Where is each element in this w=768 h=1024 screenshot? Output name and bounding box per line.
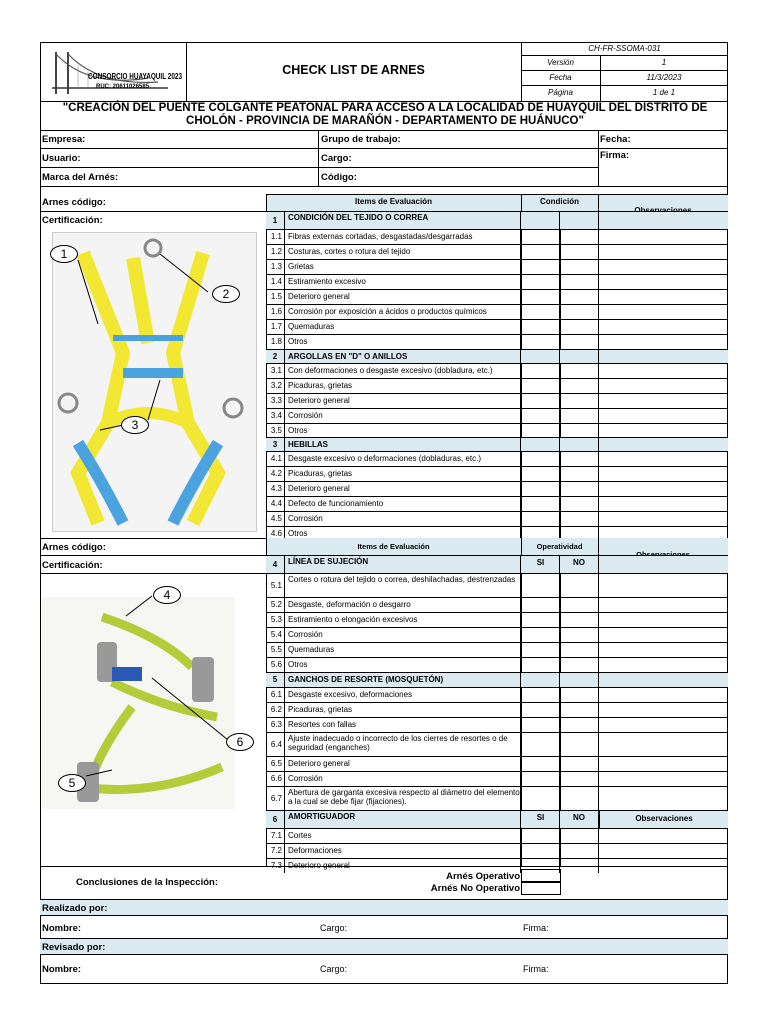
no-cell[interactable] xyxy=(560,230,599,244)
item-number: 5.3 xyxy=(266,613,285,627)
checklist-row xyxy=(266,378,728,393)
form-code: CH-FR-SSOMA-031 xyxy=(588,44,661,53)
no-cell[interactable] xyxy=(560,757,599,771)
item-number: 4.3 xyxy=(266,482,285,496)
checklist-row xyxy=(266,244,728,259)
item-text: Grietas xyxy=(286,260,521,274)
si-cell[interactable] xyxy=(522,688,560,702)
no-cell[interactable] xyxy=(560,613,599,627)
arnes-no-operativo-label: Arnés No Operativo xyxy=(430,883,520,894)
nombre-label-2: Nombre: xyxy=(42,964,82,975)
item-text: Deterioro general xyxy=(286,482,521,496)
no-cell[interactable] xyxy=(560,394,599,408)
project-title: "CREACIÓN DEL PUENTE COLGANTE PEATONAL PARA ACCESO A LA LOCALIDAD DE HUAYQUIL DEL DISTRITO DE CHOLÓN - PROVINCIA DE MARAÑÓN - DEPARTAMENTO DE HUÁNUCO" xyxy=(62,102,708,127)
observaciones-cell[interactable] xyxy=(599,772,728,786)
checklist-row xyxy=(266,732,728,756)
arnes-operativo-label: Arnés Operativo xyxy=(446,871,520,882)
item-number: 1.4 xyxy=(266,275,285,289)
realizado-label: Realizado por: xyxy=(42,903,108,914)
observaciones-cell[interactable] xyxy=(599,212,728,229)
harness-leader-lines xyxy=(40,232,266,532)
no-cell[interactable]: NO xyxy=(560,811,599,828)
company-ruc: RUC: 20611026585 xyxy=(96,84,150,90)
si-cell[interactable] xyxy=(522,673,560,687)
certificacion-b: Certificación: xyxy=(42,560,103,571)
pagina-value: 1 de 1 xyxy=(652,88,676,97)
checklist-row xyxy=(266,786,728,810)
checklist-row xyxy=(266,304,728,319)
item-text: Deformaciones xyxy=(286,844,521,858)
observaciones-cell[interactable] xyxy=(599,658,728,672)
si-cell[interactable] xyxy=(522,757,560,771)
observaciones-cell[interactable] xyxy=(599,628,728,642)
fecha-label: Fecha xyxy=(549,73,572,82)
no-cell[interactable] xyxy=(560,512,599,526)
checklist-row xyxy=(266,511,728,526)
item-text: Abertura de garganta excesiva respecto al diámetro del elemento a la cual se debe fijar (fijaciones). xyxy=(286,787,521,810)
si-cell[interactable]: SI xyxy=(522,556,560,573)
item-number: 4.4 xyxy=(266,497,285,511)
si-cell[interactable]: SI xyxy=(522,811,560,828)
item-number: 1 xyxy=(266,212,285,229)
si-cell[interactable] xyxy=(522,409,560,423)
checklist-row xyxy=(266,717,728,732)
item-text: AMORTIGUADOR xyxy=(286,811,521,828)
observaciones-cell[interactable] xyxy=(599,703,728,717)
checklist-row xyxy=(266,627,728,642)
item-text: Otros xyxy=(286,658,521,672)
items-header-b: Items de Evaluación xyxy=(357,542,430,551)
item-text: Otros xyxy=(286,424,521,437)
observaciones-cell[interactable] xyxy=(599,556,728,573)
observaciones-cell[interactable] xyxy=(599,364,728,378)
item-number: 5.4 xyxy=(266,628,285,642)
item-number: 1.7 xyxy=(266,320,285,334)
no-cell[interactable] xyxy=(560,673,599,687)
observaciones-cell[interactable] xyxy=(599,452,728,466)
no-cell[interactable] xyxy=(560,212,599,229)
observaciones-cell[interactable] xyxy=(599,787,728,810)
checklist-row xyxy=(266,771,728,786)
version-value: 1 xyxy=(661,58,667,67)
item-number: 3.2 xyxy=(266,379,285,393)
si-cell[interactable] xyxy=(522,467,560,481)
si-cell[interactable] xyxy=(522,718,560,732)
callout-4: 4 xyxy=(153,586,181,604)
observaciones-cell[interactable] xyxy=(599,424,728,437)
cargo-label-1: Cargo: xyxy=(320,923,348,933)
grupo-label: Grupo de trabajo: xyxy=(321,134,401,145)
si-cell[interactable] xyxy=(522,290,560,304)
nombre-label-1: Nombre: xyxy=(42,923,82,934)
item-text: Corrosión por exposición a ácidos o productos químicos xyxy=(286,305,521,319)
checklist-row xyxy=(266,229,728,244)
item-number: 6.5 xyxy=(266,757,285,771)
item-number: 4.5 xyxy=(266,512,285,526)
item-number: 2 xyxy=(266,350,285,363)
checklist-row xyxy=(266,451,728,466)
no-cell[interactable] xyxy=(560,467,599,481)
item-text: Con deformaciones o desgaste excesivo (dobladura, etc.) xyxy=(286,364,521,378)
item-number: 5 xyxy=(266,673,285,687)
observaciones-cell[interactable] xyxy=(599,643,728,657)
si-cell[interactable] xyxy=(522,733,560,756)
no-cell[interactable] xyxy=(560,260,599,274)
item-number: 4 xyxy=(266,556,285,573)
items-header-a: Items de Evaluación xyxy=(355,197,432,206)
checklist-row xyxy=(266,687,728,702)
item-text: Quemaduras xyxy=(286,643,521,657)
conclusiones-label: Conclusiones de la Inspección: xyxy=(76,877,219,888)
checklist-row xyxy=(266,466,728,481)
item-number: 6.2 xyxy=(266,703,285,717)
checklist-row xyxy=(266,334,728,349)
item-number: 5.1 xyxy=(266,574,285,597)
callout-6: 6 xyxy=(226,733,254,751)
item-text: ARGOLLAS EN "D" O ANILLOS xyxy=(286,350,521,363)
empresa-label: Empresa: xyxy=(42,134,86,145)
cargo-label: Cargo: xyxy=(321,153,352,164)
si-cell[interactable] xyxy=(522,394,560,408)
item-number: 1.8 xyxy=(266,335,285,349)
observaciones-cell[interactable] xyxy=(599,757,728,771)
item-number: 6.3 xyxy=(266,718,285,732)
observaciones-cell[interactable] xyxy=(599,245,728,259)
observaciones-cell[interactable] xyxy=(599,467,728,481)
item-text: GANCHOS DE RESORTE (MOSQUETÓN) xyxy=(286,673,521,687)
checklist-row xyxy=(266,363,728,378)
checklist-row xyxy=(266,573,728,597)
item-text: Desgaste, deformación o desgarro xyxy=(286,598,521,612)
arnes-codigo-b: Arnes código: xyxy=(42,542,106,553)
checklist-row xyxy=(266,843,728,858)
no-cell[interactable] xyxy=(560,335,599,349)
observaciones-cell[interactable] xyxy=(599,512,728,526)
arnes-codigo-a: Arnes código: xyxy=(42,197,106,208)
item-text: Deterioro general xyxy=(286,394,521,408)
si-cell[interactable] xyxy=(522,424,560,437)
firma-info-label: Firma: xyxy=(600,150,630,161)
usuario-label: Usuario: xyxy=(42,153,81,164)
item-number: 7.2 xyxy=(266,844,285,858)
si-cell[interactable] xyxy=(522,452,560,466)
checklist-row xyxy=(266,274,728,289)
si-cell[interactable] xyxy=(522,212,560,229)
si-cell[interactable] xyxy=(522,497,560,511)
item-text: Cortes o rotura del tejido o correa, deshilachadas, destrenzadas xyxy=(286,574,521,597)
observaciones-cell[interactable] xyxy=(599,305,728,319)
si-cell[interactable] xyxy=(522,772,560,786)
observaciones-cell[interactable] xyxy=(599,409,728,423)
item-number: 4.6 xyxy=(266,527,285,541)
item-number: 3.4 xyxy=(266,409,285,423)
si-cell[interactable] xyxy=(522,574,560,597)
no-cell[interactable] xyxy=(560,452,599,466)
operatividad-header: Operatividad xyxy=(536,542,583,551)
item-number: 5.6 xyxy=(266,658,285,672)
si-cell[interactable] xyxy=(522,275,560,289)
si-cell[interactable] xyxy=(522,320,560,334)
no-cell[interactable] xyxy=(560,379,599,393)
checklist-row xyxy=(266,702,728,717)
checklist-row xyxy=(266,289,728,304)
fecha-info-label: Fecha: xyxy=(600,134,631,145)
company-name: CONSORCIO HUAYAQUIL 2023 xyxy=(88,72,183,81)
si-cell[interactable] xyxy=(522,379,560,393)
item-text: Fibras externas cortadas, desgastadas/desgarradas xyxy=(286,230,521,244)
observaciones-cell[interactable] xyxy=(599,438,728,451)
item-text: Deterioro general xyxy=(286,290,521,304)
no-cell[interactable]: NO xyxy=(560,556,599,573)
si-cell[interactable] xyxy=(522,628,560,642)
section-row xyxy=(266,672,728,687)
observaciones-cell[interactable] xyxy=(599,497,728,511)
checklist-row xyxy=(266,612,728,627)
checklist-row xyxy=(266,828,728,843)
certificacion-a: Certificación: xyxy=(42,215,103,226)
no-cell[interactable] xyxy=(560,482,599,496)
item-number: 1.3 xyxy=(266,260,285,274)
checklist-row xyxy=(266,408,728,423)
item-text: Corrosión xyxy=(286,409,521,423)
item-number: 6.6 xyxy=(266,772,285,786)
section-row xyxy=(266,211,728,229)
checklist-row xyxy=(266,657,728,672)
no-cell[interactable] xyxy=(560,844,599,858)
callout-3: 3 xyxy=(121,416,149,434)
observaciones-cell[interactable] xyxy=(599,718,728,732)
si-cell[interactable] xyxy=(522,305,560,319)
no-cell[interactable] xyxy=(560,305,599,319)
no-cell[interactable] xyxy=(560,772,599,786)
observaciones-cell[interactable] xyxy=(599,733,728,756)
firma-label-1: Firma: xyxy=(523,923,549,933)
condicion-header: Condición xyxy=(539,197,580,206)
item-text: Picaduras, grietas xyxy=(286,703,521,717)
observaciones-cell[interactable] xyxy=(599,260,728,274)
si-cell[interactable] xyxy=(522,598,560,612)
observaciones-cell[interactable] xyxy=(599,335,728,349)
no-cell[interactable] xyxy=(560,350,599,363)
item-text: Defecto de funcionamiento xyxy=(286,497,521,511)
item-number: 4.2 xyxy=(266,467,285,481)
item-number: 5.2 xyxy=(266,598,285,612)
si-cell[interactable] xyxy=(522,230,560,244)
item-text: Resortes con fallas xyxy=(286,718,521,732)
cargo-label-2: Cargo: xyxy=(320,964,348,974)
no-cell[interactable] xyxy=(560,787,599,810)
no-cell[interactable] xyxy=(560,497,599,511)
si-cell[interactable] xyxy=(522,335,560,349)
firma-label-2: Firma: xyxy=(523,964,549,974)
item-text: Corrosión xyxy=(286,628,521,642)
fecha-value: 11/3/2023 xyxy=(646,73,682,82)
si-cell[interactable] xyxy=(522,613,560,627)
checklist-row xyxy=(266,259,728,274)
callout-2: 2 xyxy=(212,285,240,303)
callout-5: 5 xyxy=(58,774,86,792)
callout-1: 1 xyxy=(50,245,78,263)
section-row xyxy=(266,810,728,828)
observaciones-cell[interactable] xyxy=(599,482,728,496)
item-number: 1.2 xyxy=(266,245,285,259)
item-number: 7.1 xyxy=(266,829,285,843)
no-cell[interactable] xyxy=(560,733,599,756)
item-text: Ajuste inadecuado o incorrecto de los cierres de resortes o de seguridad (enganches) xyxy=(286,733,521,756)
codigo-label: Código: xyxy=(321,172,357,183)
no-cell[interactable] xyxy=(560,829,599,843)
item-number: 6 xyxy=(266,811,285,828)
section-row xyxy=(266,349,728,363)
si-cell[interactable] xyxy=(522,658,560,672)
observaciones-cell[interactable] xyxy=(599,688,728,702)
section-row xyxy=(266,437,728,451)
no-cell[interactable] xyxy=(560,703,599,717)
observaciones-cell[interactable] xyxy=(599,673,728,687)
item-number: 3.5 xyxy=(266,424,285,437)
item-text: Costuras, cortes o rotura del tejido xyxy=(286,245,521,259)
si-cell[interactable] xyxy=(522,512,560,526)
no-cell[interactable] xyxy=(560,658,599,672)
item-text: Desgaste excesivo, deformaciones xyxy=(286,688,521,702)
observaciones-cell[interactable] xyxy=(599,394,728,408)
pagina-label: Página xyxy=(548,88,573,97)
no-cell[interactable] xyxy=(560,364,599,378)
checklist-row xyxy=(266,481,728,496)
no-cell[interactable] xyxy=(560,598,599,612)
item-text: Deterioro general xyxy=(286,757,521,771)
no-cell[interactable] xyxy=(560,688,599,702)
no-cell[interactable] xyxy=(560,643,599,657)
observaciones-cell[interactable] xyxy=(599,290,728,304)
item-number: 6.4 xyxy=(266,733,285,756)
si-cell[interactable] xyxy=(522,350,560,363)
item-number: 3 xyxy=(266,438,285,451)
item-text: CONDICIÓN DEL TEJIDO O CORREA xyxy=(286,212,521,229)
no-cell[interactable] xyxy=(560,245,599,259)
item-number: 6.7 xyxy=(266,787,285,810)
item-text: Picaduras, grietas xyxy=(286,379,521,393)
checklist-row xyxy=(266,496,728,511)
item-number: 1.6 xyxy=(266,305,285,319)
no-cell[interactable] xyxy=(560,424,599,437)
item-text: HEBILLAS xyxy=(286,438,521,451)
observaciones-cell[interactable] xyxy=(599,829,728,843)
item-text: Corrosión xyxy=(286,772,521,786)
checklist-row xyxy=(266,393,728,408)
no-cell[interactable] xyxy=(560,574,599,597)
si-cell[interactable] xyxy=(522,703,560,717)
checklist-row xyxy=(266,642,728,657)
observaciones-cell[interactable] xyxy=(599,320,728,334)
item-number: 1.1 xyxy=(266,230,285,244)
checklist-row xyxy=(266,423,728,437)
version-label: Versión xyxy=(547,58,574,67)
item-number: 5.5 xyxy=(266,643,285,657)
checklist-row xyxy=(266,319,728,334)
observaciones-cell[interactable] xyxy=(599,350,728,363)
no-cell[interactable] xyxy=(560,409,599,423)
item-text: Quemaduras xyxy=(286,320,521,334)
si-cell[interactable] xyxy=(522,482,560,496)
item-number: 1.5 xyxy=(266,290,285,304)
no-cell[interactable] xyxy=(560,718,599,732)
observaciones-cell[interactable]: Observaciones xyxy=(599,811,728,828)
observaciones-cell[interactable] xyxy=(599,230,728,244)
item-text: Estiramiento excesivo xyxy=(286,275,521,289)
item-text: Otros xyxy=(286,335,521,349)
si-cell[interactable] xyxy=(522,260,560,274)
revisado-label: Revisado por: xyxy=(42,942,106,953)
checklist-row xyxy=(266,756,728,771)
item-number: 6.1 xyxy=(266,688,285,702)
observaciones-cell[interactable] xyxy=(599,574,728,597)
observaciones-cell[interactable] xyxy=(599,598,728,612)
si-cell[interactable] xyxy=(522,844,560,858)
item-text: Desgaste excesivo o deformaciones (dobladuras, etc.) xyxy=(286,452,521,466)
si-cell[interactable] xyxy=(522,245,560,259)
marca-label: Marca del Arnés: xyxy=(42,172,119,183)
item-number: 3.1 xyxy=(266,364,285,378)
item-number: 4.1 xyxy=(266,452,285,466)
no-cell[interactable] xyxy=(560,275,599,289)
no-cell[interactable] xyxy=(560,628,599,642)
item-text: LÍNEA DE SUJECIÓN xyxy=(286,556,521,573)
no-cell[interactable] xyxy=(560,290,599,304)
section-row xyxy=(266,555,728,573)
si-cell[interactable] xyxy=(522,787,560,810)
si-cell[interactable] xyxy=(522,364,560,378)
item-text: Estiramiento o elongación excesivos xyxy=(286,613,521,627)
item-text: Otros xyxy=(286,527,521,541)
observaciones-cell[interactable] xyxy=(599,844,728,858)
si-cell[interactable] xyxy=(522,643,560,657)
item-text: Corrosión xyxy=(286,512,521,526)
no-cell[interactable] xyxy=(560,438,599,451)
si-cell[interactable] xyxy=(522,438,560,451)
item-text: Cortes xyxy=(286,829,521,843)
observaciones-cell[interactable] xyxy=(599,379,728,393)
checklist-row xyxy=(266,597,728,612)
observaciones-cell[interactable] xyxy=(599,275,728,289)
no-operativo-box[interactable] xyxy=(521,882,561,895)
operativo-box[interactable] xyxy=(521,869,561,882)
no-cell[interactable] xyxy=(560,320,599,334)
form-title: CHECK LIST DE ARNES xyxy=(282,63,425,77)
item-number: 3.3 xyxy=(266,394,285,408)
item-text: Picaduras, grietas xyxy=(286,467,521,481)
observaciones-cell[interactable] xyxy=(599,613,728,627)
si-cell[interactable] xyxy=(522,829,560,843)
